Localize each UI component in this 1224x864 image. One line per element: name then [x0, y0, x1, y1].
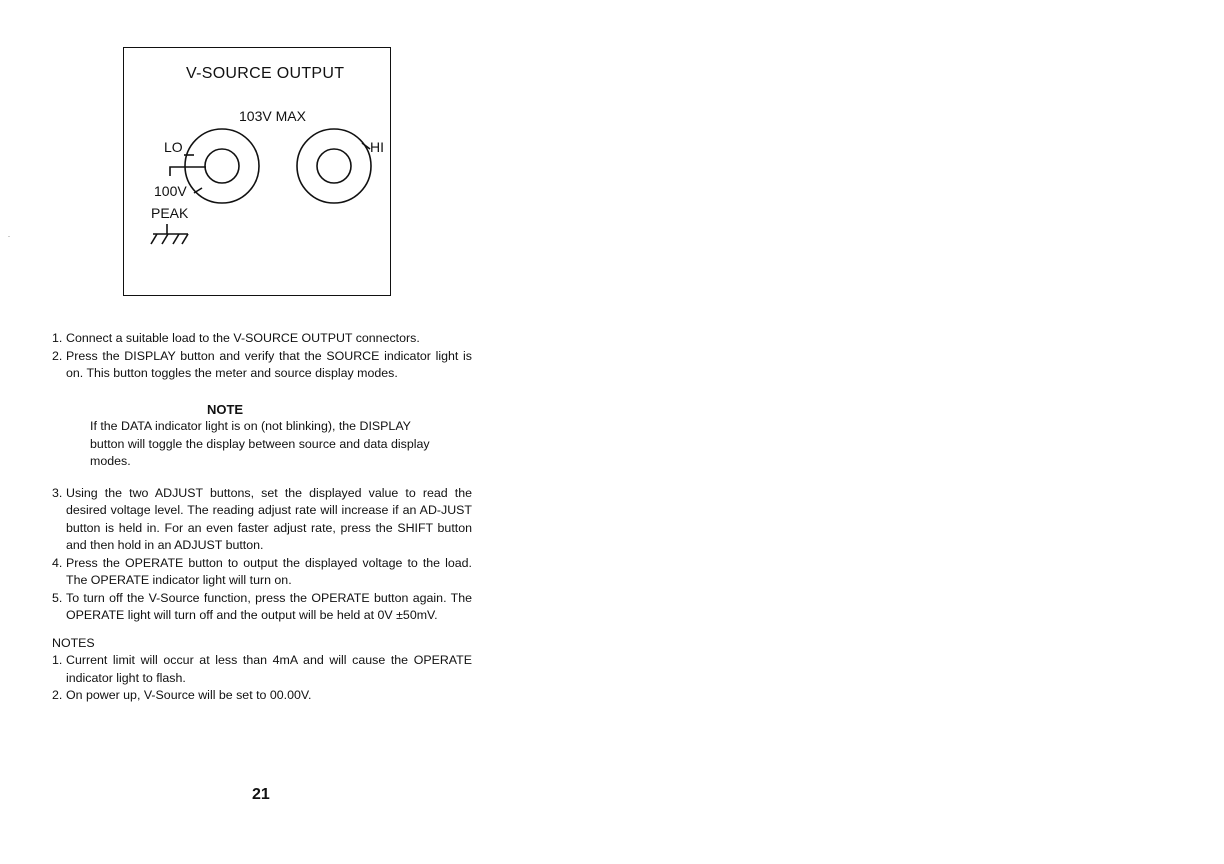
notes-heading: NOTES	[52, 635, 95, 650]
v-source-output-diagram	[123, 47, 391, 296]
notes-number: 1.	[52, 653, 63, 667]
step-text: Press the DISPLAY button and verify that the SOURCE indicator light is on. This button toggles the meter and source display modes.	[66, 348, 472, 380]
notes-text: On power up, V-Source will be set to 00.00V.	[66, 688, 312, 702]
note-block	[90, 401, 430, 471]
diagram-drawing	[124, 48, 392, 297]
lo-terminal-inner-icon	[205, 149, 239, 183]
step-number: 1.	[52, 331, 63, 345]
note-heading: NOTE	[206, 401, 244, 417]
notes-item	[52, 652, 472, 687]
instructions	[52, 330, 472, 705]
hi-terminal-inner-icon	[317, 149, 351, 183]
diagram-title: V-SOURCE OUTPUT	[186, 65, 345, 82]
step-text: Connect a suitable load to the V-SOURCE OUTPUT connectors.	[66, 331, 420, 345]
step-text: To turn off the V-Source function, press the OPERATE button again. The OPERATE light will turn off and the output will be held at 0V ±50mV.	[66, 590, 472, 622]
scan-margin-mark	[8, 236, 10, 237]
step-number: 5.	[52, 590, 63, 605]
hi-terminal-label: HI	[370, 139, 384, 155]
chassis-ground-icon	[151, 224, 188, 244]
step-number: 4.	[52, 555, 63, 570]
lo-terminal-label: LO	[164, 139, 183, 155]
notes-text: Current limit will occur at less than 4mA and will cause the OPERATE indicator light to flash.	[66, 653, 472, 685]
note-text: If the DATA indicator light is on (not blinking), the DISPLAY button will toggle the display between source and data display modes.	[90, 419, 430, 468]
step-item	[52, 590, 472, 625]
step-number: 3.	[52, 485, 63, 500]
step-text: Press the OPERATE button to output the displayed voltage to the load. The OPERATE indicator light will turn on.	[66, 555, 472, 587]
hi-terminal-outer-icon	[297, 129, 371, 203]
lo-bracket-line	[170, 167, 206, 176]
step-number: 2.	[52, 348, 63, 363]
step-item	[52, 485, 472, 555]
step-item	[52, 348, 472, 383]
page-number: 21	[252, 786, 270, 803]
step-item	[52, 555, 472, 590]
peak-voltage-label: 100V	[154, 183, 187, 199]
step-text: Using the two ADJUST buttons, set the displayed value to read the desired voltage level. The reading adjust rate will increase if an AD-JUST button is held in. For an even faster adjust rate, press the SHIFT button and then hold in an ADJUST button.	[66, 485, 472, 552]
step-item	[52, 330, 472, 348]
max-voltage-label: 103V MAX	[239, 108, 306, 124]
notes-number: 2.	[52, 688, 63, 702]
notes-item	[52, 687, 472, 705]
peak-label: PEAK	[151, 205, 189, 221]
